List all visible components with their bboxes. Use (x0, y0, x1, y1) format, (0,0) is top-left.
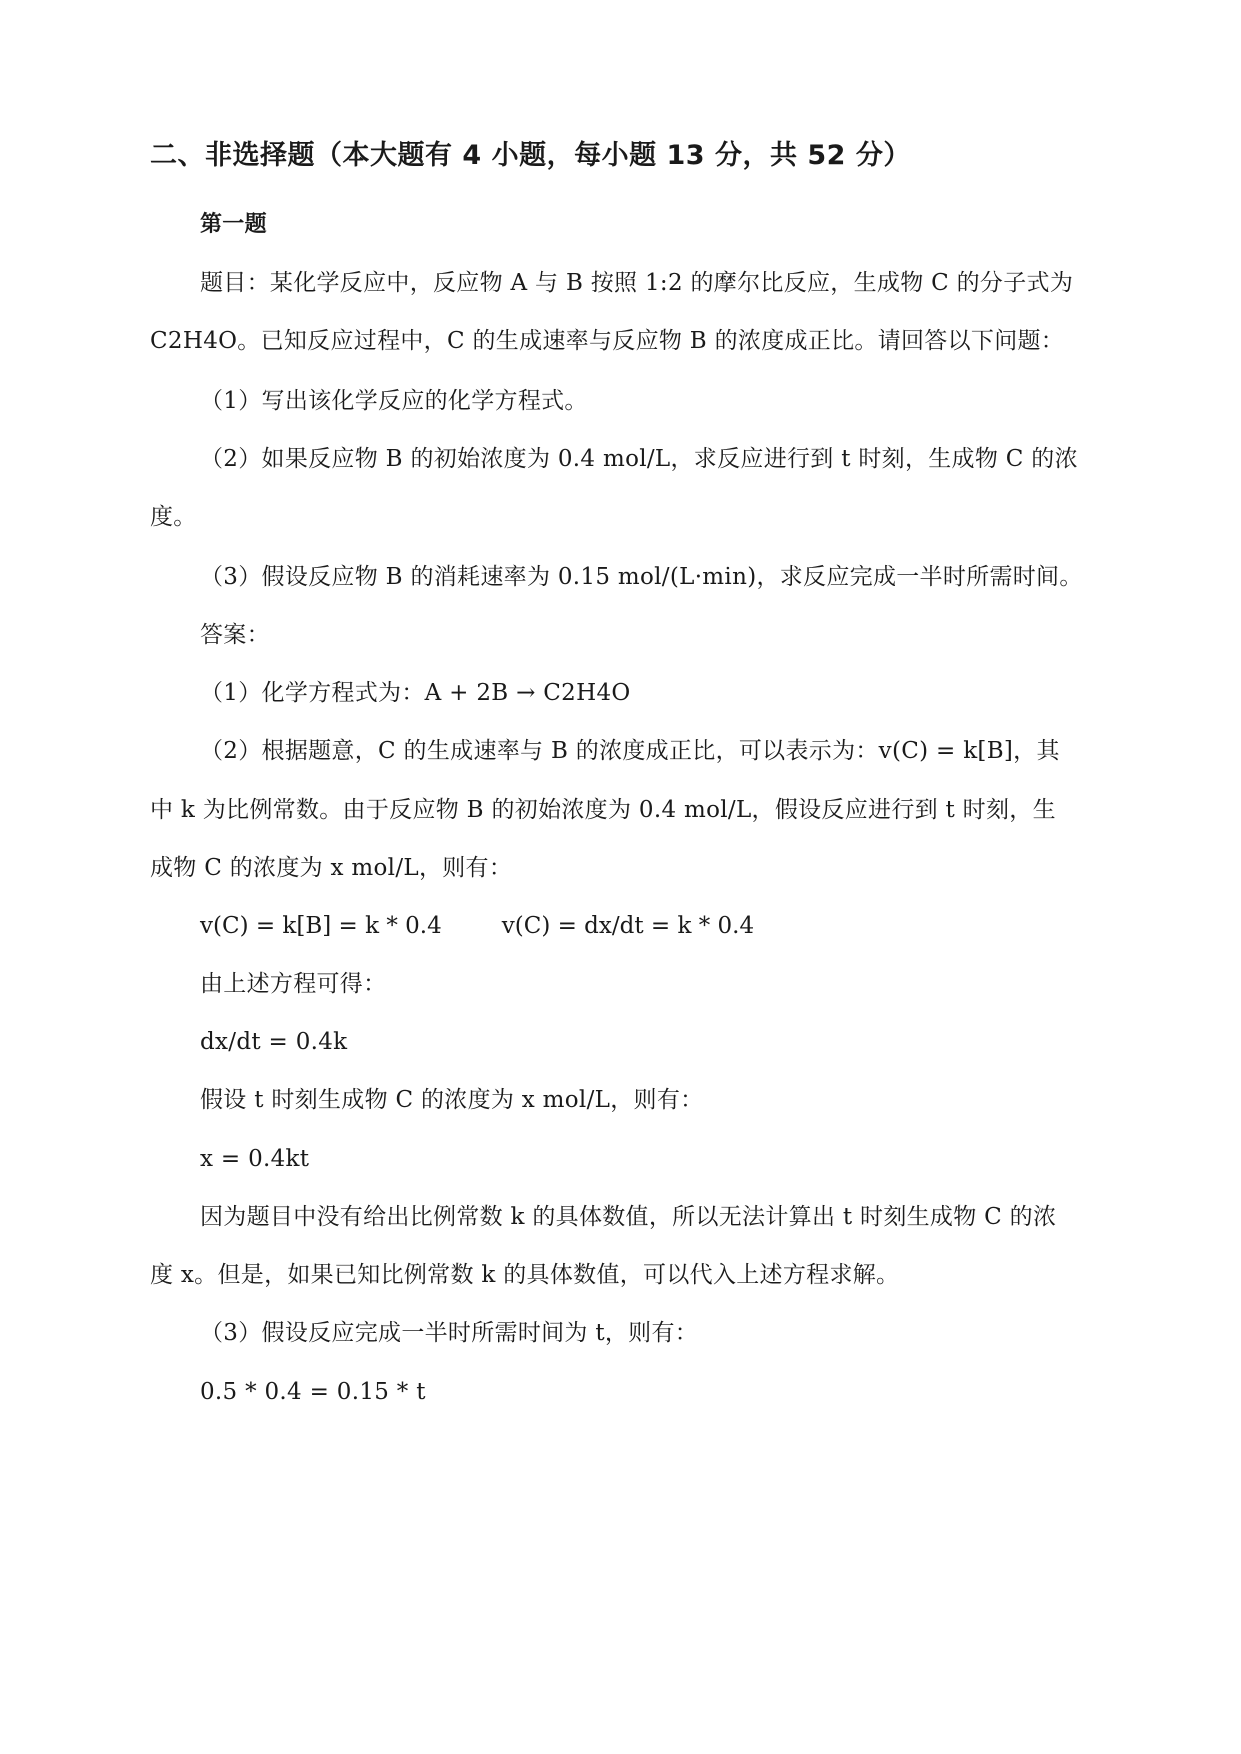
sub-question-2-line-1: （2）如果反应物 B 的初始浓度为 0.4 mol/L，求反应进行到 t 时刻，生成物 C 的浓 (200, 446, 1078, 472)
concentration-equation: x = 0.4kt (200, 1146, 310, 1172)
question-stem-line-2: C2H4O。已知反应过程中，C 的生成速率与反应物 B 的浓度成正比。请回答以下问题： (150, 328, 1065, 354)
note-line-2: 度 x。但是，如果已知比例常数 k 的具体数值，可以代入上述方程求解。 (150, 1262, 900, 1288)
answer-1: （1）化学方程式为：A + 2B → C2H4O (200, 680, 631, 706)
answer-3: （3）假设反应完成一半时所需时间为 t，则有： (200, 1320, 699, 1346)
half-time-equation: 0.5 * 0.4 = 0.15 * t (200, 1379, 426, 1405)
rate-equation-left: v(C) = k[B] = k * 0.4 (200, 913, 442, 939)
assumption-text: 假设 t 时刻生成物 C 的浓度为 x mol/L，则有： (200, 1087, 704, 1113)
section-title: 二、非选择题（本大题有 4 小题，每小题 13 分，共 52 分） (150, 140, 911, 171)
rate-equation-right: v(C) = dx/dt = k * 0.4 (501, 913, 755, 939)
derive-label: 由上述方程可得： (200, 971, 387, 997)
sub-question-2-line-2: 度。 (150, 504, 197, 530)
sub-question-3: （3）假设反应物 B 的消耗速率为 0.15 mol/(L·min)，求反应完成一半时所需时间。 (200, 564, 1083, 590)
answer-2-line-1: （2）根据题意，C 的生成速率与 B 的浓度成正比，可以表示为：v(C) = k[B]，其 (200, 738, 1060, 764)
rate-equation-row (200, 915, 754, 938)
derivative-equation: dx/dt = 0.4k (200, 1029, 348, 1055)
sub-question-1: （1）写出该化学反应的化学方程式。 (200, 388, 588, 414)
note-line-1: 因为题目中没有给出比例常数 k 的具体数值，所以无法计算出 t 时刻生成物 C 的浓 (200, 1204, 1057, 1230)
question-title: 第一题 (200, 212, 267, 237)
answer-label: 答案： (200, 622, 270, 648)
answer-2-line-3: 成物 C 的浓度为 x mol/L，则有： (150, 855, 513, 881)
answer-2-line-2: 中 k 为比例常数。由于反应物 B 的初始浓度为 0.4 mol/L，假设反应进行到 t 时刻，生 (150, 797, 1056, 823)
question-stem-line-1: 题目：某化学反应中，反应物 A 与 B 按照 1:2 的摩尔比反应，生成物 C 的分子式为 (200, 270, 1074, 296)
